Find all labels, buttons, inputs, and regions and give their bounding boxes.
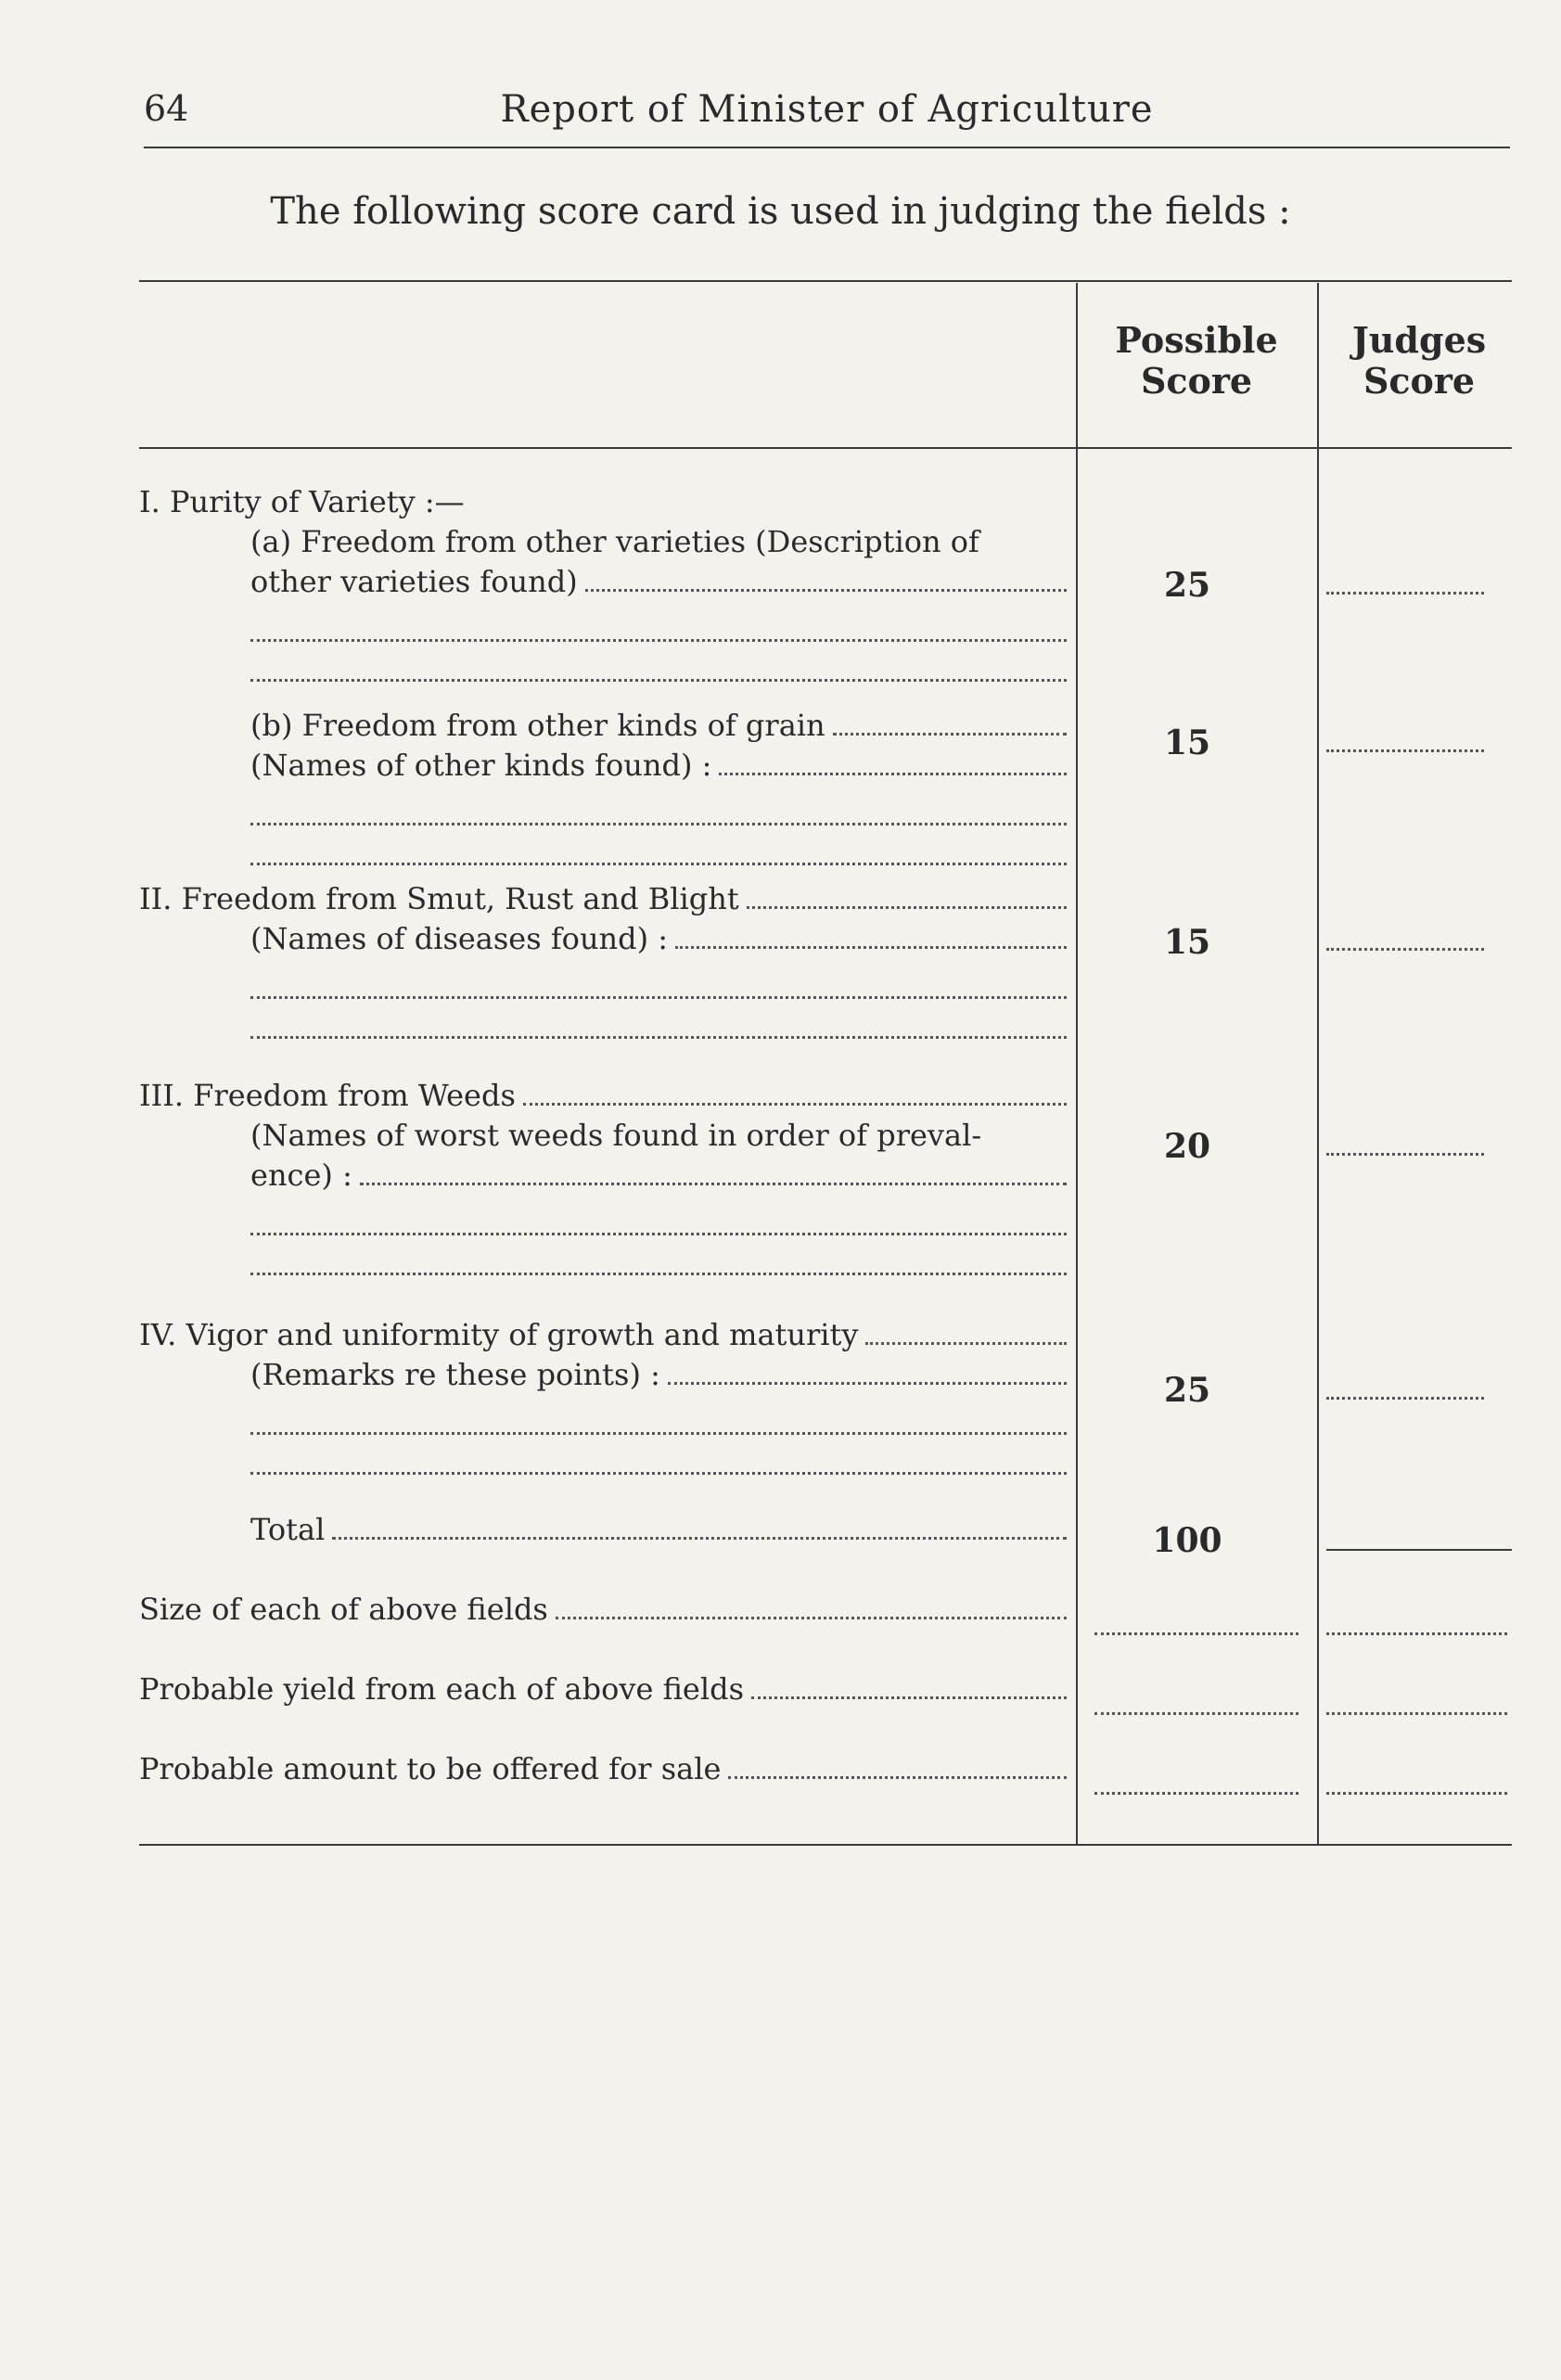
- section-note: (Names of diseases found) :: [250, 921, 669, 956]
- judge-total-line: [1326, 1549, 1512, 1551]
- blank-line: [250, 786, 1067, 825]
- size-row: [139, 1590, 1067, 1630]
- blank-line: [250, 1235, 1067, 1275]
- section-purity-of-variety: [139, 482, 1067, 865]
- possible-score-heading: Possible Score: [1115, 319, 1278, 402]
- judge-blank-3: [1326, 1153, 1484, 1156]
- section-title: IV. Vigor and uniformity of growth and maturity: [139, 1317, 859, 1352]
- section-note: (Names of worst weeds found in order of preval-: [250, 1118, 982, 1153]
- dot-leader: [747, 906, 1067, 909]
- page-header: [144, 88, 1510, 144]
- header-rule: [144, 147, 1510, 148]
- yield-label: Probable yield from each of above fields: [139, 1671, 744, 1707]
- total-label: Total: [250, 1512, 326, 1547]
- table-top-rule: [139, 280, 1512, 282]
- item-a-line2: other varieties found): [250, 564, 578, 599]
- blank-line: [250, 1196, 1067, 1235]
- dot-leader: [668, 1382, 1067, 1385]
- section-vigor: [139, 1315, 1067, 1475]
- yield-judges-blank: [1326, 1712, 1507, 1715]
- size-possible-blank: [1094, 1632, 1299, 1635]
- section-title: III. Freedom from Weeds: [139, 1078, 516, 1113]
- size-label: Size of each of above fields: [139, 1592, 548, 1627]
- sale-row: [139, 1749, 1067, 1789]
- score-1b: 15: [1163, 723, 1211, 762]
- table-head-rule: [139, 447, 1512, 449]
- running-title: Report of Minister of Agriculture: [500, 88, 1154, 131]
- item-b-line1: (b) Freedom from other kinds of grain: [250, 708, 825, 743]
- sale-possible-blank: [1094, 1792, 1299, 1795]
- blank-line: [250, 999, 1067, 1039]
- dot-leader: [728, 1776, 1067, 1779]
- blank-line: [250, 1395, 1067, 1435]
- judges-score-heading: Judges Score: [1351, 319, 1487, 402]
- item-a-line1: (a) Freedom from other varieties (Description of: [250, 524, 979, 559]
- score-1a: 25: [1163, 566, 1211, 605]
- dot-leader: [865, 1342, 1067, 1345]
- sale-label: Probable amount to be offered for sale: [139, 1751, 722, 1786]
- dot-leader: [719, 773, 1067, 775]
- judge-blank-2: [1326, 948, 1484, 951]
- judge-blank-1a: [1326, 592, 1484, 595]
- total-row: [139, 1510, 1067, 1550]
- section-smut-rust-blight: [139, 879, 1067, 1039]
- size-judges-blank: [1326, 1632, 1507, 1635]
- dot-leader: [675, 946, 1067, 949]
- blank-line: [250, 959, 1067, 999]
- blank-line: [250, 825, 1067, 865]
- item-b-line2: (Names of other kinds found) :: [250, 748, 712, 783]
- dot-leader: [585, 589, 1067, 592]
- sale-judges-blank: [1326, 1792, 1507, 1795]
- section-note: (Remarks re these points) :: [250, 1357, 660, 1392]
- yield-row: [139, 1670, 1067, 1709]
- table-bottom-rule: [139, 1844, 1512, 1846]
- section-weeds: [139, 1076, 1067, 1275]
- dot-leader: [751, 1696, 1067, 1699]
- dot-leader: [523, 1103, 1067, 1106]
- intro-text: The following score card is used in judging the fields :: [270, 190, 1291, 233]
- column-divider-1: [1076, 283, 1078, 1846]
- blank-line: [250, 1435, 1067, 1475]
- judge-blank-4: [1326, 1397, 1484, 1400]
- judge-blank-1b: [1326, 749, 1484, 752]
- section-note-cont: ence) :: [250, 1158, 352, 1193]
- dot-leader: [556, 1617, 1067, 1619]
- total-score: 100: [1152, 1521, 1222, 1560]
- score-4: 25: [1163, 1371, 1211, 1410]
- yield-possible-blank: [1094, 1712, 1299, 1715]
- blank-line: [250, 642, 1067, 682]
- dot-leader: [360, 1183, 1067, 1185]
- page-number: 64: [144, 88, 189, 129]
- section-title: I. Purity of Variety :—: [139, 484, 465, 519]
- section-title: II. Freedom from Smut, Rust and Blight: [139, 881, 739, 916]
- column-divider-2: [1317, 283, 1319, 1846]
- blank-line: [250, 602, 1067, 642]
- score-2: 15: [1163, 923, 1211, 962]
- score-3: 20: [1163, 1127, 1211, 1166]
- dot-leader: [833, 733, 1067, 736]
- dot-leader: [332, 1537, 1067, 1540]
- score-card-table: [139, 278, 1512, 1855]
